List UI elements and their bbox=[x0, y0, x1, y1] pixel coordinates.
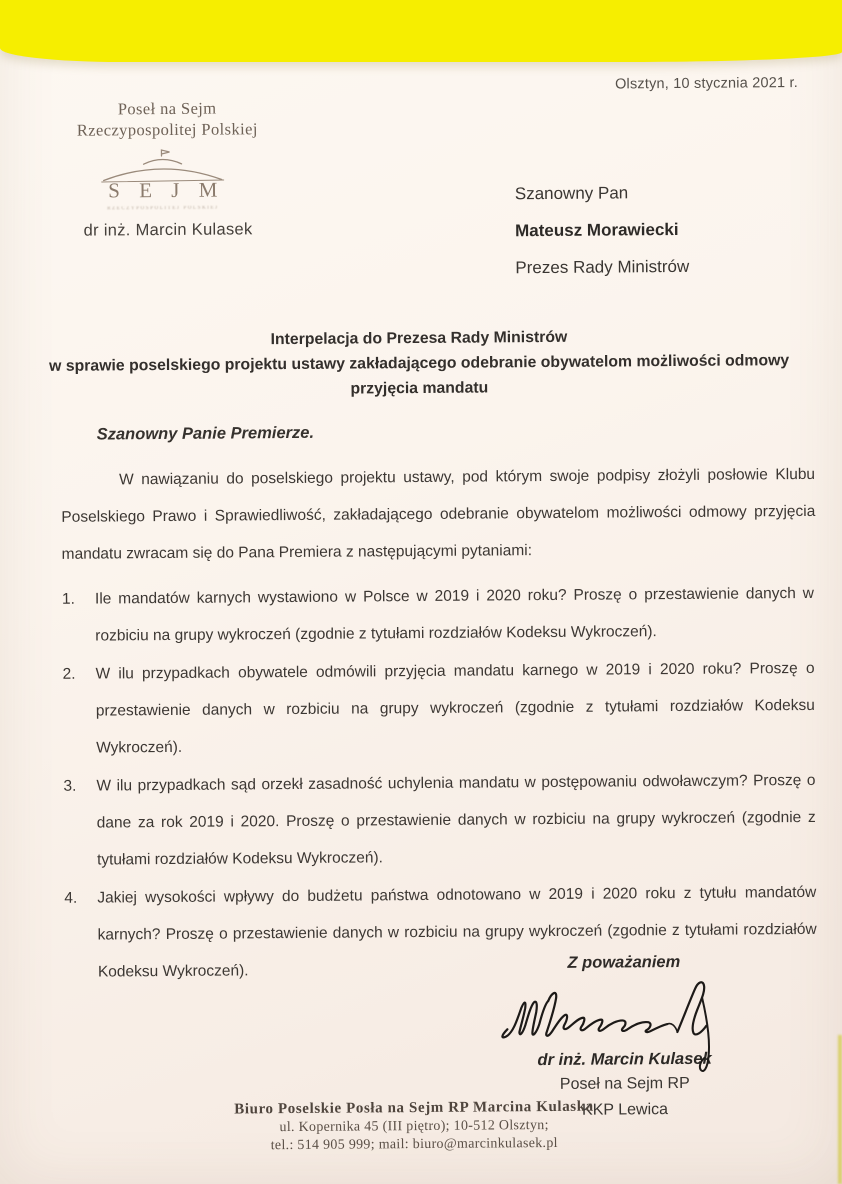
question-text: Ile mandatów karnych wystawiono w Polsce w 2019 i 2020 roku? Proszę o przestawienie danych w rozbiciu na grupy wykroczeń (zgodnie z tytułami rozdziałów Kodeksu Wykroczeń). bbox=[94, 584, 815, 645]
question-text: W ilu przypadkach obywatele odmówili przyjęcia mandatu karnego w 2019 i 2020 roku? Proszę o przestawienie danych w rozbiciu na grupy wykroczeń (zgodnie z tytułami rozdziałów Kodeksu Wykroczeń). bbox=[95, 659, 815, 757]
recipient-salutation: Szanowny Pan bbox=[514, 183, 629, 204]
footer-office-block bbox=[114, 1098, 714, 1156]
sender-name: dr inż. Marcin Kulasek bbox=[83, 220, 253, 240]
subject-block bbox=[16, 323, 823, 404]
handwritten-signature bbox=[497, 976, 733, 1080]
recipient-name: Mateusz Morawiecki bbox=[515, 219, 679, 241]
sejm-logo bbox=[82, 147, 242, 211]
question-text: Jakiej wysokości wpływy do budżetu państwa odnotowano w 2019 i 2020 roku z tytułu mandatów karnych? Proszę o przestawienie danych w rozbiciu na grupy wykroczeń (zgodnie z tytułami rozdziałów Kodeksu Wykroczeń). bbox=[97, 883, 817, 981]
subject-line2: w sprawie poselskiego projektu ustawy zakładającego odebranie obywatelom możliwości odmowy bbox=[49, 352, 790, 375]
signer-role-1: Poseł na Sejm RP bbox=[559, 1074, 690, 1093]
subject-line1: Interpelacja do Prezesa Rady Ministrów bbox=[270, 328, 568, 349]
footer-address: ul. Kopernika 45 (III piętro); 10-512 Olsztyn; bbox=[279, 1118, 549, 1136]
question-text: W ilu przypadkach sąd orzekł zasadność uchylenia mandatu w postępowaniu odwoławczym? Proszę o dane za rok 2019 i 2020. Proszę o przestawienie danych w rozbiciu na grupy wykroczeń (zgodnie z tytułami rozdziałów Kodeksu Wykroczeń). bbox=[96, 771, 816, 869]
intro-paragraph: W nawiązaniu do poselskiego projektu ustawy, pod którym swoje podpisy złożyli posłowie Klubu Poselskiego Prawo i Sprawiedliwość, zakładającego odebranie obywatelom możliwości odmowy przyjęcia mandatu zwracam się do Pana Premiera z następującymi pytaniami: bbox=[61, 465, 816, 563]
question-item bbox=[58, 575, 815, 655]
sender-title-line2: Rzeczypospolitej Polskiej bbox=[76, 119, 258, 140]
footer-contact: tel.: 514 905 999; mail: biuro@marcinkulasek.pl bbox=[270, 1135, 558, 1154]
sejm-logo-subtext: RZECZYPOSPOLITEJ POLSKIEJ bbox=[107, 205, 219, 212]
footer-office-name: Biuro Poselskie Posła na Sejm RP Marcina Kulaska bbox=[234, 1098, 594, 1118]
question-number: 4. bbox=[64, 889, 78, 907]
closing-phrase: Z poważaniem bbox=[567, 952, 681, 972]
signer-role-2: KKP Lewica bbox=[581, 1101, 669, 1119]
question-number: 1. bbox=[61, 590, 75, 608]
subject-line3: przyjęcia mandatu bbox=[350, 379, 489, 398]
sender-title-line1: Poseł na Sejm bbox=[117, 98, 217, 119]
question-number: 2. bbox=[62, 665, 76, 683]
questions-list bbox=[58, 575, 817, 992]
sender-letterhead bbox=[52, 97, 282, 141]
recipient-block bbox=[515, 182, 690, 294]
question-item bbox=[58, 650, 815, 767]
date-line: Olsztyn, 10 stycznia 2021 r. bbox=[614, 75, 799, 93]
recipient-title: Prezes Rady Ministrów bbox=[515, 256, 690, 278]
sejm-logo-word: S E J M bbox=[108, 177, 225, 203]
salutation: Szanowny Panie Premierze. bbox=[96, 423, 315, 444]
question-number: 3. bbox=[63, 777, 77, 795]
yellow-backdrop-right-edge bbox=[838, 1035, 842, 1184]
yellow-backdrop-top bbox=[0, 0, 842, 62]
question-item bbox=[59, 762, 816, 879]
signer-name: dr inż. Marcin Kulasek bbox=[537, 1049, 712, 1070]
